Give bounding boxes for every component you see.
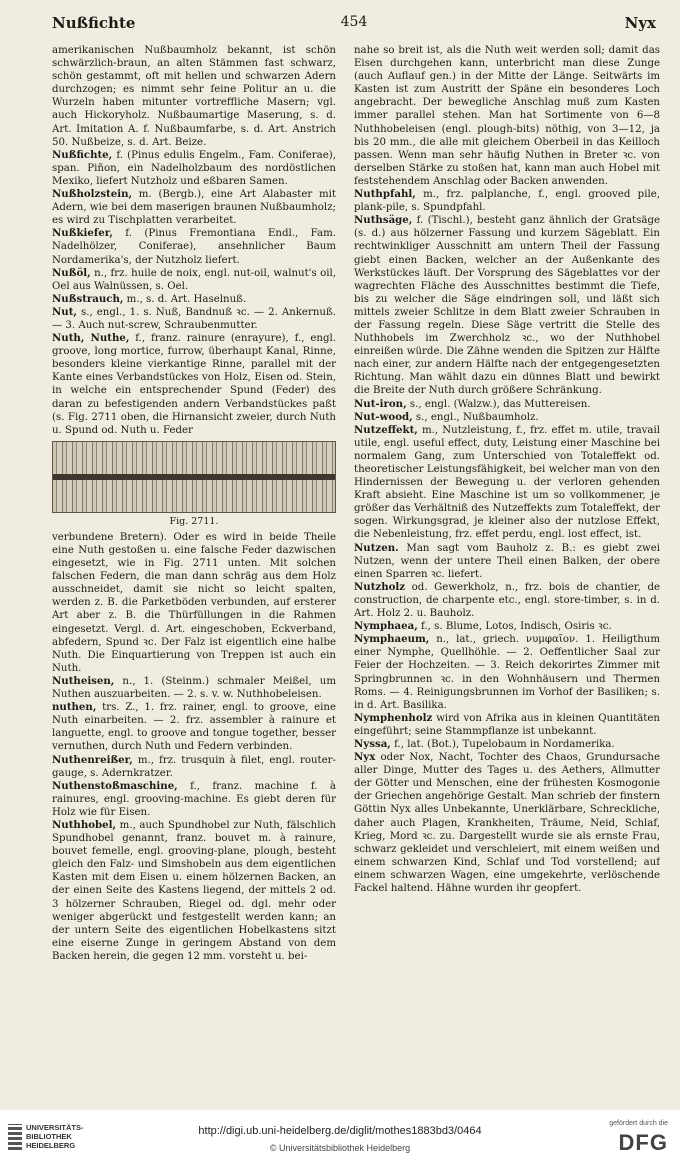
header-right-catchword: Nyx [624,14,656,32]
dictionary-entry [52,188,336,227]
dictionary-entry [52,293,336,306]
figure-caption: Fig. 2711. [169,515,219,527]
dictionary-entry [354,214,660,397]
entry-text: f. (Pinus Fremontiana Endl., Fam. Nadelhölzer, Coniferae), ansehnlicher Baum Nordamerika's, der Nutzholz liefert. [52,228,336,266]
entry-text: Man sagt vom Bauholz z. B.: es giebt zwei Nutzen, wenn der untere Theil einen Balken, der obere einen Sparren ꝛc. liefert. [354,542,660,580]
entry-headword: Nutzholz [354,580,406,593]
left-entries-continued [52,531,336,963]
dictionary-entry [52,306,336,332]
entry-headword: Nut-wood, [354,410,413,423]
running-header [52,14,656,36]
entry-text: f. (Pinus edulis Engelm., Fam. Coniferae), span. Piñon, ein Nadelholzbaum des nordöstlichen Mexiko, liefert Nutzholz und eßbaren Samen. [52,149,336,187]
entry-headword: Nutzeffekt, [354,423,418,436]
entry-text: verbundene Bretern). Oder es wird in beide Theile eine Nuth gestoßen u. eine falsche Feder dazwischen eingesetzt, wie in Fig. 2711 unten. Mit solchen falschen Federn, die man dann schräg aus dem Holz ausschneidet, damit sie nicht so leicht spalten, werden z. B. die Parketböden verbunden, auf ersterer Art aber z. B. die Thürfüllungen in die Rahmen eingesetzt. Vergl. d. Art. eingeschoben, Eckverband, abfedern, Spund ꝛc. Der Falz ist eigentlich eine halbe Nuth. Die Einquartierung von Treppen ist auch ein Nuth. [52,531,336,674]
entry-headword: Nymphenholz [354,711,433,724]
entry-headword: Nutheisen, [52,674,115,687]
dictionary-entry [52,149,336,188]
permalink-url[interactable]: http://digi.ub.uni-heidelberg.de/diglit/mothes1883bd3/0464 [198,1125,482,1137]
entry-text: n., lat., griech. νυμφαῖον. 1. Heiligthum einer Nymphe, Quellhöhle. — 2. Oeffentlicher Saal zur Feier der Hochzeiten. — 3. Reich dekorirtes Zimmer mit Springbrunnen ꝛc. in den Wohnhäusern und Thermen Roms. — 4. Reinigungsbrunnen im Vorhof der Basiliken; s. in d. Art. Basilika. [354,634,660,711]
dictionary-entry [52,780,336,819]
entry-text: m., s. d. Art. Haselnuß. [123,293,247,305]
copyright-notice: © Universitätsbibliothek Heidelberg [269,1143,411,1153]
entry-headword: Nuth, Nuthe, [52,332,130,345]
entry-headword: Nußkiefer, [52,227,113,240]
dictionary-entry [52,701,336,753]
entry-headword: Nußfichte, [52,148,113,161]
entry-headword: Nut-iron, [354,397,407,410]
figure-2711-groove-joint [52,441,336,513]
dictionary-entry [354,398,660,411]
entry-text: m., auch Spundhobel zur Nuth, fälschlich Spundhobel genannt, franz. bouvet m. à rainure, bouvet femelle, engl. grooving-plane, plough, besteht gleich den Falz- und Simshobeln aus dem eigentlichen Kasten mit dem Eisen u. einem hölzernen Backen, an der einen Seite des Kastens liegend, der mittels 2 od. 3 hölzerner Schrauben, Riegel od. dgl. mehr oder weniger abgerückt und festgestellt werden kann; an der untern Seite des eigentlichen Hobelkastens sitzt eine eiserne Zunge in geringem Abstand von dem Backen herein, die gegen 12 mm. vorsteht u. bei- [52,819,336,962]
left-column [52,44,336,1072]
entry-text: f., franz. machine f. à rainures, engl. grooving-machine. Es giebt deren für Holz wie für Eisen. [52,780,336,818]
library-name: UNIVERSITÄTS- BIBLIOTHEK HEIDELBERG [26,1123,84,1150]
dictionary-entry [354,424,660,542]
dictionary-entry [354,44,660,188]
entry-text: n., 1. (Steinm.) schmaler Meißel, um Nuthen auszuarbeiten. — 2. s. v. w. Nuthhobeleisen. [52,675,336,701]
entry-headword: Nyx [354,751,376,764]
entry-text: f., lat. (Bot.), Tupelobaum in Nordamerika. [390,738,615,750]
entry-text: m., frz. palplanche, f., engl. grooved pile, plank-pile, s. Spundpfahl. [354,189,660,214]
entry-text: f. (Tischl.), besteht ganz ähnlich der Gratsäge (s. d.) aus hölzerner Fassung und kurzem Sägeblatt. Ein rechtwinkliger Ausschnitt am untern Theil der Fassung giebt einen Backen, welcher an der Außenkante des Werkstückes läuft. Der Vorsprung des Sägeblattes vor der wagrechten Fläche des Ausschnittes bestimmt die Tiefe, bis zu welcher die Säge eindringen soll, und läßt sich mittels zweier Schlitze in dem Blatt zweier Schrauben in der Fassung regeln. Diese Säge vertritt die Stelle des Nuthhobels im Zwerchholz ꝛc., wo der Nuthhobel einreißen würde. Die Zähne wenden die Spitzen zur Hälfte nach einer, zur andern Hälfte nach der entgegengesetzten Richtung. Man wählt dazu ein dünnes Blatt und bewirkt die Breite der Nuth durch größere Schränkung. [354,215,660,397]
entry-text: n., frz. huile de noix, engl. nut-oil, walnut's oil, Oel aus Walnüssen, s. Oel. [52,267,336,292]
entry-headword: Nut, [52,305,77,318]
entry-text: m. (Bergb.), eine Art Alabaster mit Adern, wie bei dem maserigen braunen Nußbaumholz; es wird zu Tischplatten verarbeitet. [52,189,336,227]
entry-headword: Nymphaea, [354,620,418,633]
entry-text: trs. Z., 1. frz. rainer, engl. to groove, eine Nuth einarbeiten. — 2. frz. assembler à rainure et languette, engl. to groove and tongue together, besser vernuthen, durch Nuth und Federn verbinden. [52,702,336,753]
entry-headword: nuthen, [52,701,97,714]
entry-text: od. Gewerkholz, n., frz. bois de chantier, de construction, de charpente etc., engl. store-timber, s. in d. Art. Holz 2. u. Bauholz. [354,581,660,620]
entry-text: s., engl., 1. s. Nuß, Bandnuß ꝛc. — 2. Ankernuß. — 3. Auch nut-screw, Schraubenmutter. [52,306,336,331]
entry-headword: Nuthhobel, [52,818,117,831]
entry-text: m., Nutzleistung, f., frz. effet m. utile, travail utile, engl. useful effect, duty, Leistung einer Maschine bei normalem Gang, zum Unterschied von Totaleffekt od. theoretischer Leistungsfähigkeit, bei welcher man von den Hindernissen der Bewegung u. der verloren gehenden Kraft absieht. Eine Maschine ist um so vollkommener, je größer das Verhältniß des Nutzeffekts zum Totaleffekt, der sogen. Wirkungsgrad, je kleiner also der nutzlose Effekt, die Nebenleistung, frz. effet perdu, engl. lost effect, ist. [354,424,660,541]
dfg-logo: DFG [618,1130,668,1155]
dictionary-entry [52,267,336,293]
right-column [354,44,660,1072]
header-left-catchword: Nußfichte [52,14,136,32]
dictionary-entry [354,620,660,633]
dictionary-entry [354,411,660,424]
left-entries [52,44,336,437]
right-entries [354,44,660,895]
dictionary-entry [52,332,336,437]
entry-headword: Nußstrauch, [52,292,124,305]
dictionary-entry [354,633,660,712]
dictionary-entry [354,581,660,620]
dictionary-entry [52,675,336,701]
entry-headword: Nuthenstoßmaschine, [52,779,178,792]
entry-headword: Nuthpfahl, [354,188,416,201]
dictionary-entry [52,819,336,963]
entry-headword: Nuthenreißer, [52,753,133,766]
dictionary-entry [52,754,336,780]
dictionary-entry [354,751,660,895]
entry-text: wird von Afrika aus in kleinen Quantitäten eingeführt; seine Stammpflanze ist unbekannt. [354,712,660,737]
entry-headword: Nußöl, [52,266,91,279]
entry-text: s., engl., Nußbaumholz. [412,411,539,423]
entry-text: m., frz. trusquin à filet, engl. router-gauge, s. Adernkratzer. [52,754,336,779]
dictionary-entry [52,227,336,266]
entry-headword: Nuthsäge, [354,214,413,227]
dictionary-entry [354,188,660,214]
entry-text: f., franz. rainure (enrayure), f., engl. groove, long mortice, furrow, überhaupt Kanal, Rinne, besonders kleine vierkantige Rinne, parallel mit der Kante eines Verbandstückes von Holz, Eisen od. Stein, in welche ein entsprechender Spund (Feder) des daran zu befestigenden andern Verbandstückes paßt (s. Fig. 2711 oben, die Hirnansicht zweier, durch Nuth u. Spund od. Nuth u. Feder [52,333,336,436]
entry-headword: Nymphaeum, [354,633,430,646]
footer-bar [0,1110,680,1164]
dictionary-entry [52,44,336,149]
page-number: 454 [340,14,368,30]
entry-headword: Nußholzstein, [52,188,133,201]
entry-text: oder Nox, Nacht, Tochter des Chaos, Grundursache aller Dinge, Mutter des Tages u. des Aethers, Allmutter der Götter und Menschen, eine der frühesten Kosmogonie der Griechen angehörige Gestalt. Man schrieb der finstern Göttin Nyx alles Unbekannte, Unerklärbare, Schreckliche, daher auch Plagen, Krankheiten, Träume, Neid, Schlaf, Krieg, Mord ꝛc. zu. Dargestellt wurde sie als ernste Frau, schwarz gekleidet und verschleiert, mit einem weißen und einem schwarzen Kind, Schlaf und Tod vorstellend; auf einem schwarzen Wagen, eine umgekehrte, verlöschende Fackel haltend. Hähne wurden ihr geopfert. [354,752,660,894]
entry-text: nahe so breit ist, als die Nuth weit werden soll; damit das Eisen durchgehen kann, unterbricht man diese Zunge (auch Auflauf gen.) in der Mitte der Länge. Seitwärts im Kasten ist zum Austritt der Späne ein besonderes Loch angebracht. Der bewegliche Anschlag muß zum Kasten immer parallel stehen. Man hat Sortimente von 6—8 Nuthhobeleisen (engl. plough-bits) nöthig, von 3—12, ja bis 20 mm., die alle mit gleichem Oberbeil in das Keilloch passen. Wenn man sehr häufig Nuthen in Breter ꝛc. von derselben Stärke zu stoßen hat, kann man auch Hobel mit feststehendem Anschlag oder Backen anwenden. [354,45,660,187]
entry-headword: Nyssa, [354,737,391,750]
entry-text: s., engl. (Walzw.), das Muttereisen. [406,398,591,410]
entry-text: amerikanischen Nußbaumholz bekannt, ist schön schwärzlich-braun, an alten Stämmen fast schwarz, schön gestammt, oft mit hellen und schwarzen Adern durchzogen; es nimmt sehr feine Politur an u. die Wurzeln haben mitunter vortreffliche Masern; vgl. auch Hickoryholz. Nußbaumartige Maserung, s. d. Art. Imitation A. f. Nußbaumfarbe, s. d. Art. Anstrich 50. Nußbeize, s. d. Art. Beize. [52,45,336,148]
dictionary-entry [354,712,660,738]
entry-text: f., s. Blume, Lotos, Indisch, Osiris ꝛc. [417,621,612,633]
dictionary-entry [354,738,660,751]
dictionary-entry [354,542,660,581]
dictionary-entry [52,531,336,675]
funded-by-label: gefördert durch die [609,1120,668,1127]
entry-headword: Nutzen. [354,541,399,554]
